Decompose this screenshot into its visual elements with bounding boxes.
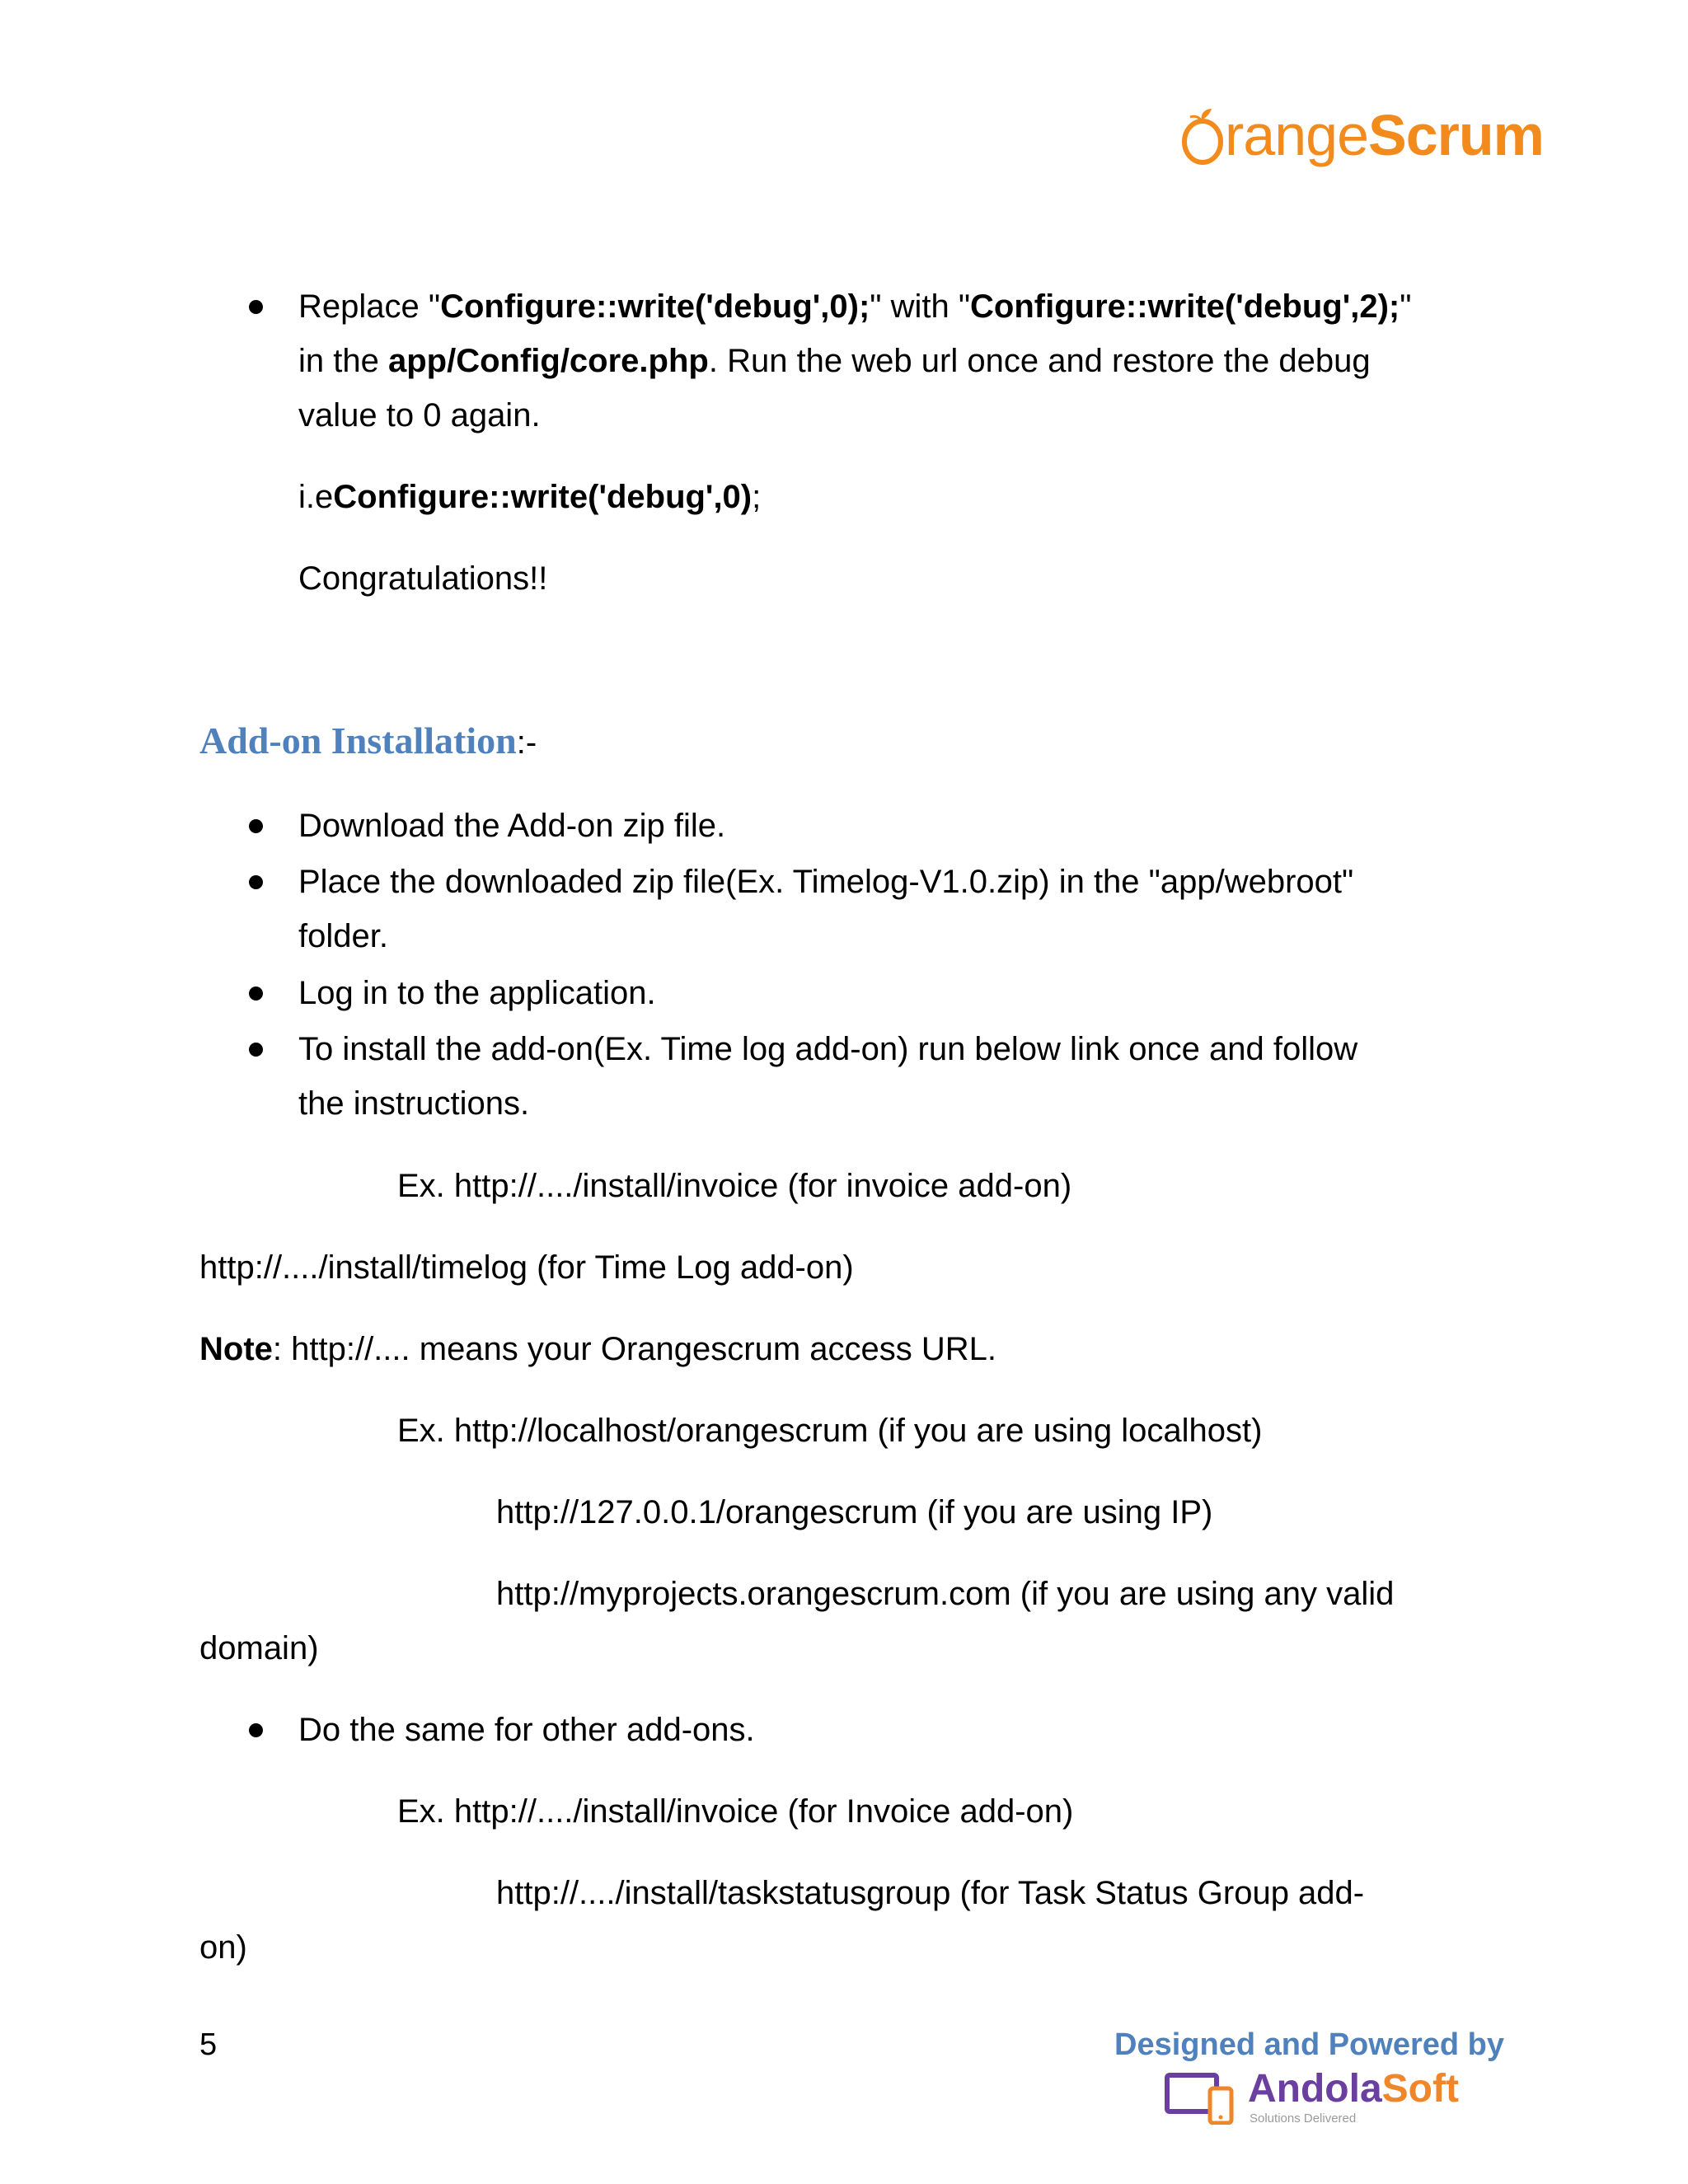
code-text: Configure::write('debug',2); xyxy=(970,288,1400,325)
logo-text-range: range xyxy=(1225,103,1369,167)
list-item: Do the same for other add-ons. xyxy=(298,1712,755,1748)
text: Replace " xyxy=(298,288,441,325)
list-item-continuation: the instructions. xyxy=(298,1085,530,1122)
andolasoft-logo xyxy=(1162,2067,1459,2128)
note-text: : http://.... means your Orangescrum access URL. xyxy=(272,1331,996,1367)
page-number: 5 xyxy=(199,2027,218,2062)
example-url-continuation: domain) xyxy=(199,1630,319,1666)
file-path: app/Config/core.php xyxy=(387,343,709,379)
note-line xyxy=(199,1329,996,1370)
example-url: Ex. http://..../install/invoice (for Invoice add-on) xyxy=(397,1793,1074,1830)
text: . Run the web url once and restore the debug xyxy=(708,343,1371,379)
text: " xyxy=(1400,288,1412,325)
footer-tagline: Designed and Powered by xyxy=(1114,2027,1504,2062)
bullet-dot xyxy=(249,1723,263,1737)
example-url: http://myprojects.orangescrum.com (if you are using any valid xyxy=(496,1576,1395,1612)
example-url: http://..../install/timelog (for Time Log add-on) xyxy=(199,1249,854,1286)
code-text: Configure::write('debug',0) xyxy=(333,479,753,515)
brand-part1: Andola xyxy=(1248,2067,1382,2111)
text: ; xyxy=(752,479,762,515)
devices-icon xyxy=(1162,2070,1236,2125)
text: in the xyxy=(298,343,388,379)
logo-text-scrum: Scrum xyxy=(1368,103,1544,167)
code-text: Configure::write('debug',0); xyxy=(440,288,870,325)
congrats-text: Congratulations!! xyxy=(298,560,548,597)
text: " with " xyxy=(870,288,971,325)
list-item: Place the downloaded zip file(Ex. Timelog-V1.0.zip) in the "app/webroot" xyxy=(298,864,1354,900)
list-item-continuation: folder. xyxy=(298,918,388,954)
paragraph-line xyxy=(298,286,1411,327)
section-heading xyxy=(199,717,537,765)
orangescrum-logo xyxy=(1180,97,1544,171)
logo-wordmark xyxy=(1225,102,1544,168)
brand-name xyxy=(1248,2067,1459,2111)
example-url: http://127.0.0.1/orangescrum (if you are using IP) xyxy=(496,1494,1213,1530)
note-label: Note xyxy=(199,1331,273,1367)
example-url-continuation: on) xyxy=(199,1929,247,1966)
bullet-dot xyxy=(249,300,263,314)
heading-text: Add-on Installation xyxy=(199,719,517,762)
bullet-dot xyxy=(249,819,263,833)
orange-fruit-icon xyxy=(1180,105,1228,165)
example-url: http://..../install/taskstatusgroup (for Task Status Group add- xyxy=(496,1875,1365,1911)
example-url: Ex. http://localhost/orangescrum (if you are using localhost) xyxy=(397,1413,1263,1449)
list-item: Log in to the application. xyxy=(298,975,656,1011)
text: i.e xyxy=(298,479,334,515)
example-url: Ex. http://..../install/invoice (for invoice add-on) xyxy=(397,1168,1072,1204)
ie-line xyxy=(298,476,761,518)
brand-part2: Soft xyxy=(1381,2067,1459,2111)
paragraph-line xyxy=(298,340,1371,382)
heading-suffix: :- xyxy=(516,724,537,761)
paragraph-line: value to 0 again. xyxy=(298,397,541,434)
bullet-dot xyxy=(249,987,263,1001)
bullet-dot xyxy=(249,1043,263,1057)
list-item: Download the Add-on zip file. xyxy=(298,808,726,844)
brand-tagline: Solutions Delivered xyxy=(1250,2111,1357,2125)
bullet-dot xyxy=(249,875,263,889)
list-item: To install the add-on(Ex. Time log add-on) run below link once and follow xyxy=(298,1031,1358,1067)
